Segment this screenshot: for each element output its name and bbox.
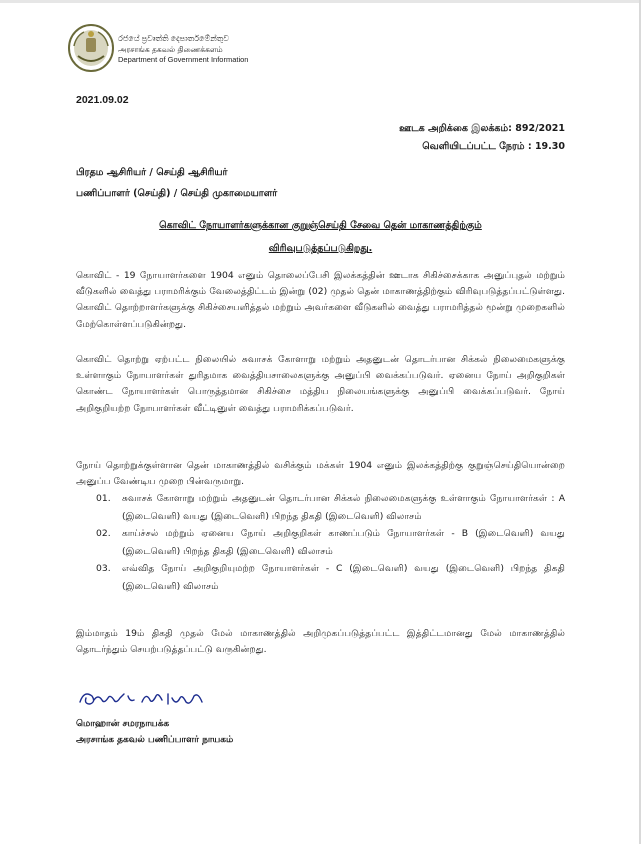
signer-name: மொஹான் சமரநாயக்க bbox=[76, 719, 170, 729]
top-border bbox=[0, 0, 641, 3]
list-item bbox=[96, 525, 565, 560]
release-time: வெளியிடப்பட்ட நேரம் : 19.30 bbox=[422, 141, 565, 152]
addressee-line-2: பணிப்பாளர் (செய்தி) / செய்தி முகாமையாளர் bbox=[76, 188, 278, 199]
signer-title: அரசாங்க தகவல் பணிப்பாளர் நாயகம் bbox=[76, 735, 234, 745]
title-line-2: விரிவுபடுத்தப்படுகிறது. bbox=[268, 243, 373, 254]
paragraph-intro: கொவிட் - 19 நோயாளர்களை 1904 எனும் தொலைப்பேசி இலக்கத்தின் ஊடாக சிகிச்சைக்காக அனுப்புதல் மற்றும் வீடுகளில் வைத்து பராமரிக்கும் வேலைத்திட்டம் இன்று (02) முதல் தென் மாகாணத்திற்கும் விரிவுபடுத்தப்பட்டுள்ளது. கொவிட் தொற்றாளர்களுக்கு சிகிச்சையளித்தல் மற்றும் அவர்களை வீடுகளில் வைத்து பராமரித்தல் மூன்று முறைகளில் மேற்கொள்ளப்படுகின்றது. bbox=[76, 270, 565, 330]
document-title bbox=[76, 214, 565, 260]
sms-format-list bbox=[96, 490, 565, 595]
list-item-number: 02. bbox=[96, 528, 111, 539]
signer-block bbox=[76, 716, 233, 748]
list-item-text: காய்ச்சல் மற்றும் ஏனைய நோய் அறிகுறிகள் காணப்படும் நோயாளர்கள் - B (இடைவெளி) வயது (இடைவெளி) பிறந்த திகதி (இடைவெளி) விலாசம் bbox=[122, 528, 565, 557]
emblem-icon bbox=[66, 22, 116, 74]
paragraph-western-province: இம்மாதம் 19ம் திகதி முதல் மேல் மாகாணத்தில் அறிமுகப்படுத்தப்பட்ட இத்திட்டமானது மேல் மாகாணத்தில் தொடர்ந்தும் செயற்படுத்தப்பட்டு வருகின்றது. bbox=[76, 628, 565, 656]
list-item-text: எவ்வித நோய் அறிகுறியுமற்ற நோயாளர்கள் - C (இடைவெளி) வயது (இடைவெளி) பிறந்த திகதி (இடைவெளி) விலாசம் bbox=[122, 563, 565, 592]
paragraph-sms-method: நோய் தொற்றுக்குள்ளான தென் மாகாணத்தில் வசிக்கும் மக்கள் 1904 எனும் இலக்கத்திற்கு குறுஞ்செய்தியொன்றை அனுப்ப வேண்டிய முறை பின்வருமாறு. bbox=[76, 460, 565, 488]
department-header bbox=[118, 34, 248, 66]
addressee-line-1: பிரதம ஆசிரியர் / செய்தி ஆசிரியர் bbox=[76, 167, 228, 178]
title-line-1: கொவிட் நோயாளர்களுக்கான குறுஞ்செய்தி சேவை தென் மாகாணத்திற்கும் bbox=[159, 220, 482, 231]
release-info bbox=[399, 120, 565, 156]
release-number: ஊடக அறிக்கை இலக்கம்: 892/2021 bbox=[399, 123, 565, 134]
dept-name-tamil: அரசாங்க தகவல் திணைக்களம் bbox=[118, 44, 223, 54]
government-emblem-logo bbox=[66, 22, 116, 74]
dept-name-sinhala: රජයේ ප්‍රවෘත්ති දෙපාර්තමේන්තුව bbox=[118, 34, 230, 43]
list-item-number: 03. bbox=[96, 563, 111, 574]
list-item bbox=[96, 560, 565, 595]
handwritten-signature bbox=[76, 684, 226, 714]
paragraph-treatment: கொவிட் தொற்று ஏற்பட்ட நிலையில் சுவாசக் கோளாறு மற்றும் அதனுடன் தொடர்பான சிக்கல் நிலைமைகளுக்கு உள்ளாகும் நோயாளர்கள் துரிதமாக வைத்தியசாலைகளுக்கு அனுப்பி வைக்கப்படுவர். ஏனைய நோய் அறிகுறிகள் கொண்ட நோயாளர்கள் பொருத்தமான சிகிச்சை மத்திய நிலையங்களுக்கு அனுப்பி வைக்கப்படுவர். நோய் அறிகுறியற்ற நோயாளர்கள் வீட்டினுள் வைத்து பராமரிக்கப்படுவர். bbox=[76, 354, 565, 414]
list-item bbox=[96, 490, 565, 525]
addressee-block bbox=[76, 162, 277, 204]
dept-name-english: Department of Government Information bbox=[118, 55, 249, 64]
list-item-text: சுவாசக் கோளாறு மற்றும் அதனுடன் தொடர்பான சிக்கல் நிலைமைகளுக்கு உள்ளாகும் நோயாளர்கள் : A (இடைவெளி) வயது (இடைவெளி) பிறந்த திகதி (இடைவெளி) விலாசம் bbox=[122, 493, 565, 522]
list-item-number: 01. bbox=[96, 493, 111, 504]
document-date: 2021.09.02 bbox=[76, 94, 129, 106]
